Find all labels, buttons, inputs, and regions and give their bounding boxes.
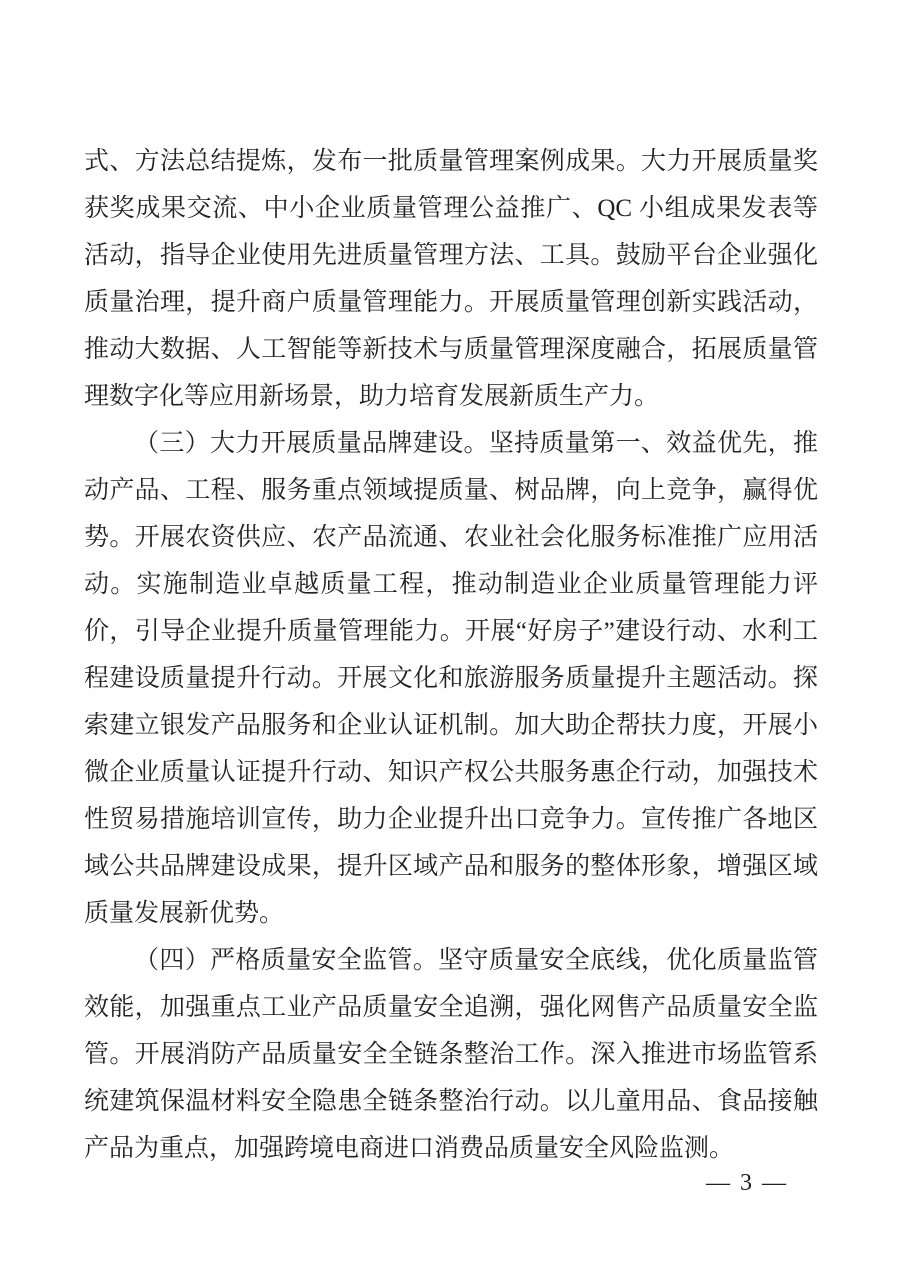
body-paragraph-continuation: 式、方法总结提炼，发布一批质量管理案例成果。大力开展质量奖获奖成果交流、中小企业质量管理公益推广、QC 小组成果发表等活动，指导企业使用先进质量管理方法、工具。鼓励平台企业强化质量治理，提升商户质量管理能力。开展质量管理创新实践活动，推动大数据、人工智能等新技术与质量管理深度融合，拓展质量管理数字化等应用新场景，助力培育发展新质生产力。 bbox=[84, 148, 818, 410]
body-paragraph-section-4: （四）严格质量安全监管。坚守质量安全底线，优化质量监管效能，加强重点工业产品质量安全追溯，强化网售产品质量安全监管。开展消防产品质量安全全链条整治工作。深入推进市场监管系统建筑保温材料安全隐患全链条整治行动。以儿童用品、食品接触产品为重点，加强跨境电商进口消费品质量安全风险监测。 bbox=[84, 947, 818, 1162]
page-number: — 3 — bbox=[706, 1170, 788, 1196]
body-paragraph-section-3: （三）大力开展质量品牌建设。坚持质量第一、效益优先，推动产品、工程、服务重点领域提质量、树品牌，向上竞争，赢得优势。开展农资供应、农产品流通、农业社会化服务标准推广应用活动。实施制造业卓越质量工程，推动制造业企业质量管理能力评价，引导企业提升质量管理能力。开展“好房子”建设行动、水利工程建设质量提升行动。开展文化和旅游服务质量提升主题活动。探索建立银发产品服务和企业认证机制。加大助企帮扶力度，开展小微企业质量认证提升行动、知识产权公共服务惠企行动，加强技术性贸易措施培训宣传，助力企业提升出口竞争力。宣传推广各地区域公共品牌建设成果，提升区域产品和服务的整体形象，增强区域质量发展新优势。 bbox=[84, 430, 818, 927]
document-body bbox=[84, 138, 818, 1172]
